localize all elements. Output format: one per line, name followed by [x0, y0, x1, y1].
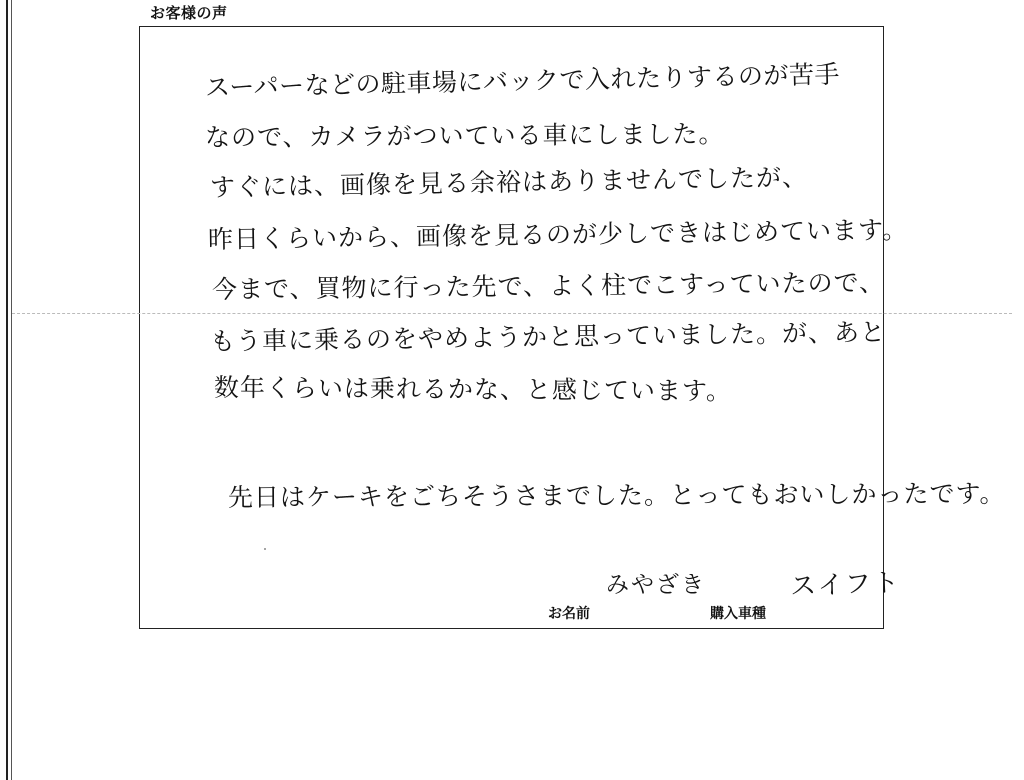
letter-line-5: 今まで、買物に行った先で、よく柱でこすっていたので、 [211, 267, 886, 304]
scan-speck [264, 548, 266, 550]
letter-line-4: 昨日くらいから、画像を見るのが少しできはじめています。 [207, 215, 909, 254]
letter-line-8: 先日はケーキをごちそうさまでした。とってもおいしかったです。 [227, 478, 1006, 512]
car-model-label: 購入車種 [710, 606, 766, 622]
customer-name-label: お名前 [548, 606, 590, 622]
letter-line-6: もう車に乗るのをやめようかと思っていました。が、あと [209, 317, 887, 356]
scan-edge-rule [6, 0, 8, 780]
letter-line-1: スーパーなどの駐車場にバックで入れたりするのが苦手 [204, 59, 841, 102]
scan-edge-rule-inner [11, 0, 12, 780]
page-title: お客様の声 [150, 4, 228, 22]
letter-line-7: 数年くらいは乗れるかな、と感じています。 [213, 373, 733, 406]
car-model-value: スイフト [789, 568, 902, 602]
letter-line-3: すぐには、画像を見る余裕はありませんでしたが、 [209, 162, 809, 202]
customer-name-value: みやざき [606, 572, 706, 598]
letter-line-2: なので、カメラがついている車にしました。 [204, 119, 725, 152]
